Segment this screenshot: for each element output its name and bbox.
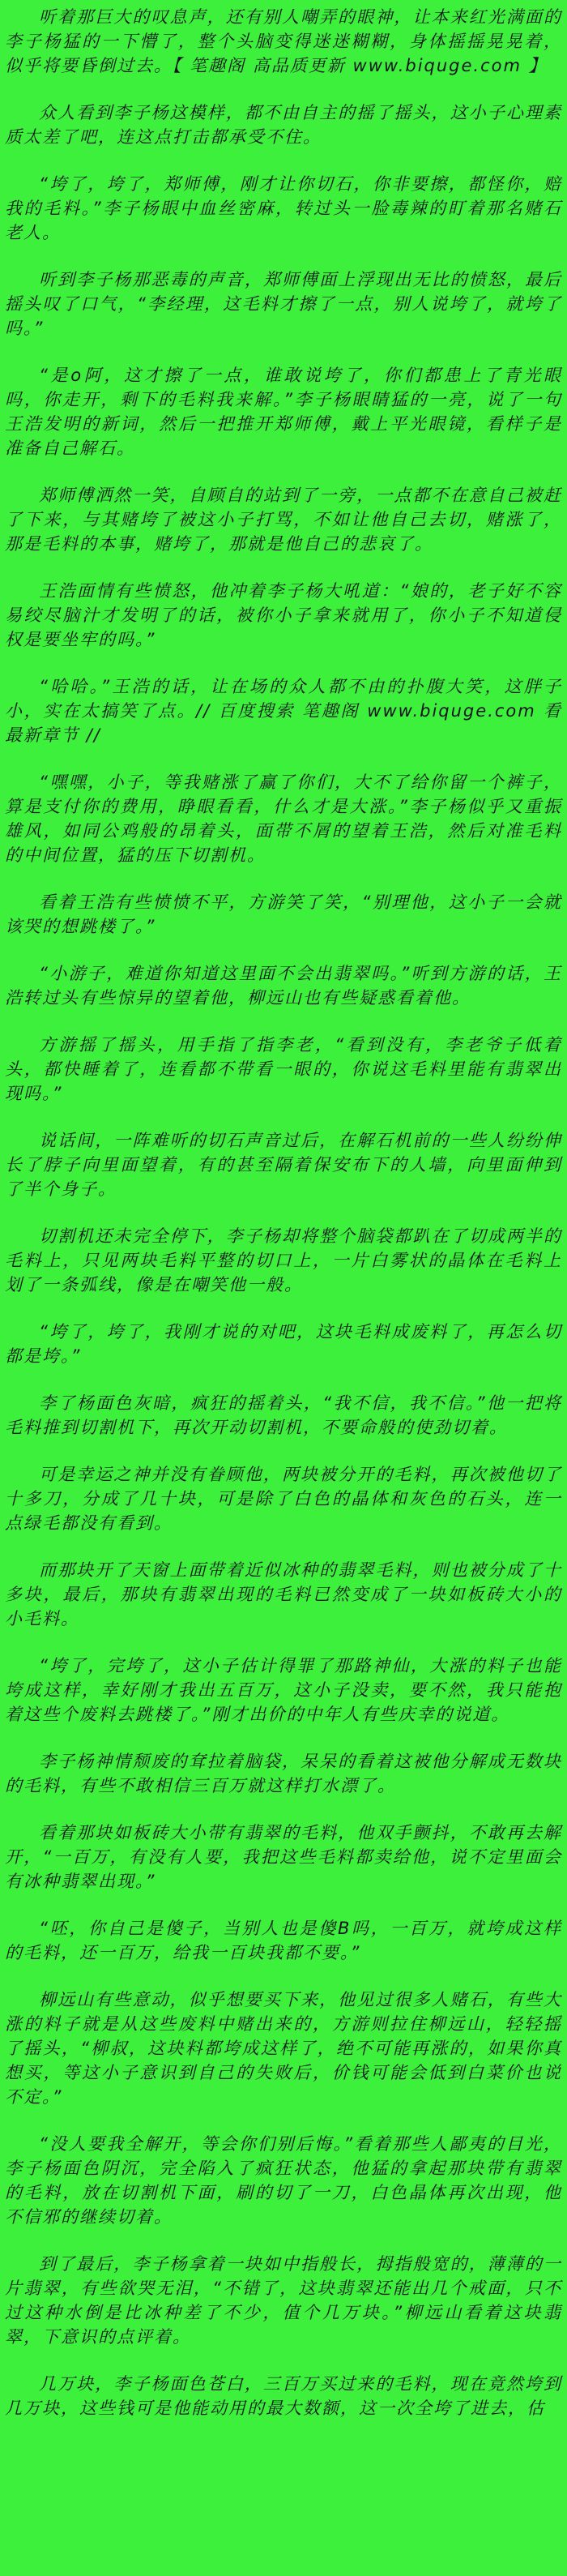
novel-paragraph: “小游子，难道你知道这里面不会出翡翠吗。”听到方游的话，王浩转过头有些惊异的望着他，柳远山也有些疑惑看着他。 [5,964,562,1008]
novel-paragraph: “是o阿，这才擦了一点，谁敢说垮了，你们都患上了青光眼吗，你走开，剩下的毛料我来解。”李子杨眼睛猛的一亮，说了一句王浩发明的新词，然后一把推开郑师傅，戴上平光眼镜，看样子是准备自己解石。 [5,366,562,458]
novel-paragraph: “哈哈。”王浩的话，让在场的众人都不由的扑腹大笑，这胖子小，实在太搞笑了点。// 百度搜索 笔趣阁 www.biquge.com 看最新章节 // [5,677,562,745]
novel-paragraph: 看着那块如板砖大小带有翡翠的毛料，他双手颤抖，不敢再去解开，“一百万，有没有人要，我把这些毛料都卖给他，说不定里面会有冰种翡翠出现。” [5,1823,562,1891]
novel-paragraph: “垮了，垮了，郑师傅，刚才让你切石，你非要擦，都怪你，赔我的毛料。”李子杨眼中血丝密麻，转过头一脸毒辣的盯着那名赌石老人。 [5,174,562,242]
novel-paragraph: “呸，你自己是傻子，当别人也是傻B吗，一百万，就垮成这样的毛料，还一百万，给我一百块我都不要。” [5,1919,562,1962]
novel-paragraph: “垮了，完垮了，这小子估计得罪了那路神仙，大涨的料子也能垮成这样，幸好刚才我出五百万，这小子没卖，要不然，我只能抱着这些个废料去跳楼了。”刚才出价的中年人有些庆幸的说道。 [5,1656,562,1724]
novel-paragraph: 几万块，李子杨面色苍白，三百万买过来的毛料，现在竟然垮到几万块，这些钱可是他能动用的最大数额，这一次全垮了进去，估 [5,2374,562,2418]
novel-paragraph: 听着那巨大的叹息声，还有别人嘲弄的眼神，让本来红光满面的李子杨猛的一下懵了，整个头脑变得迷迷糊糊，身体摇摇晃晃着，似乎将要昏倒过去。【 笔趣阁 高品质更新 www.biquge.com 】 [5,7,562,75]
novel-paragraph: 众人看到李子杨这模样，都不由自主的摇了摇头，这小子心理素质太差了吧，连这点打击都承受不住。 [5,103,562,147]
novel-paragraph: 可是幸运之神并没有眷顾他，两块被分开的毛料，再次被他切了十多刀，分成了几十块，可是除了白色的晶体和灰色的石头，连一点绿毛都没有看到。 [5,1465,562,1533]
novel-paragraph: 看着王浩有些愤愤不平，方游笑了笑，“别理他，这小子一会就该哭的想跳楼了。” [5,892,562,936]
novel-paragraph: 而那块开了天窗上面带着近似冰种的翡翠毛料，则也被分成了十多块，最后，那块有翡翠出现的毛料已然变成了一块如板砖大小的小毛料。 [5,1560,562,1628]
novel-paragraph: 方游摇了摇头，用手指了指李老，“看到没有，李老爷子低着头，都快睡着了，连看都不带看一眼的，你说这毛料里能有翡翠出现吗。” [5,1035,562,1103]
novel-paragraph: 听到李子杨那恶毒的声音，郑师傅面上浮现出无比的愤怒，最后摇头叹了口气，“李经理，这毛料才擦了一点，别人说垮了，就垮了吗。” [5,270,562,338]
novel-paragraph: 到了最后，李子杨拿着一块如中指般长，拇指般宽的，薄薄的一片翡翠，有些欲哭无泪，“不错了，这块翡翠还能出几个戒面，只不过这种水倒是比冰种差了不少，值个几万块。”柳远山看着这块翡翠，下意识的点评着。 [5,2254,562,2347]
novel-paragraph: 说话间，一阵难听的切石声音过后，在解石机前的一些人纷纷伸长了脖子向里面望着，有的甚至隔着保安布下的人墙，向里面伸到了半个身子。 [5,1131,562,1199]
novel-paragraph: “没人要我全解开，等会你们别后悔。”看着那些人鄙夷的目光，李子杨面色阴沉，完全陷入了疯狂状态，他猛的拿起那块带有翡翠的毛料，放在切割机下面，刷的切了一刀，白色晶体再次出现，他不信邪的继续切着。 [5,2134,562,2227]
novel-paragraph: “嘿嘿，小子，等我赌涨了赢了你们，大不了给你留一个裤子，算是支付你的费用，睁眼看看，什么才是大涨。”李子杨似乎又重振雄风，如同公鸡般的昂着头，面带不屑的望着王浩，然后对准毛料的中间位置，猛的压下切割机。 [5,772,562,865]
novel-paragraph: 郑师傅洒然一笑，自顾自的站到了一旁，一点都不在意自己被赶了下来，与其赌垮了被这小子打骂，不如让他自己去切，赌涨了，那是毛料的本事，赌垮了，那就是他自己的悲哀了。 [5,486,562,554]
novel-paragraph: 柳远山有些意动，似乎想要买下来，他见过很多人赌石，有些大涨的料子就是从这些废料中赌出来的，方游则拉住柳远山，轻轻摇了摇头，“柳叔，这块料都垮成这样了，绝不可能再涨的，如果你真想买，等这小子意识到自己的失败后，价钱可能会低到白菜价也说不定。” [5,1990,562,2107]
novel-paragraph: 李子杨神情颓废的耷拉着脑袋，呆呆的看着这被他分解成无数块的毛料，有些不敢相信三百万就这样打水漂了。 [5,1752,562,1795]
novel-paragraph: 切割机还未完全停下，李子杨却将整个脑袋都趴在了切成两半的毛料上，只见两块毛料平整的切口上，一片白雾状的晶体在毛料上划了一条弧线，像是在嘲笑他一般。 [5,1226,562,1294]
novel-paragraph: 李了杨面色灰暗，疯狂的摇着头，“我不信，我不信。”他一把将毛料推到切割机下，再次开动切割机，不要命般的使劲切着。 [5,1393,562,1437]
novel-paragraph: “垮了，垮了，我刚才说的对吧，这块毛料成废料了，再怎么切都是垮。” [5,1322,562,1366]
novel-paragraph: 王浩面情有些愤怒，他冲着李子杨大吼道：“娘的，老子好不容易绞尽脑汁才发明了的话，被你小子拿来就用了，你小子不知道侵权是要坐牢的吗。” [5,581,562,649]
